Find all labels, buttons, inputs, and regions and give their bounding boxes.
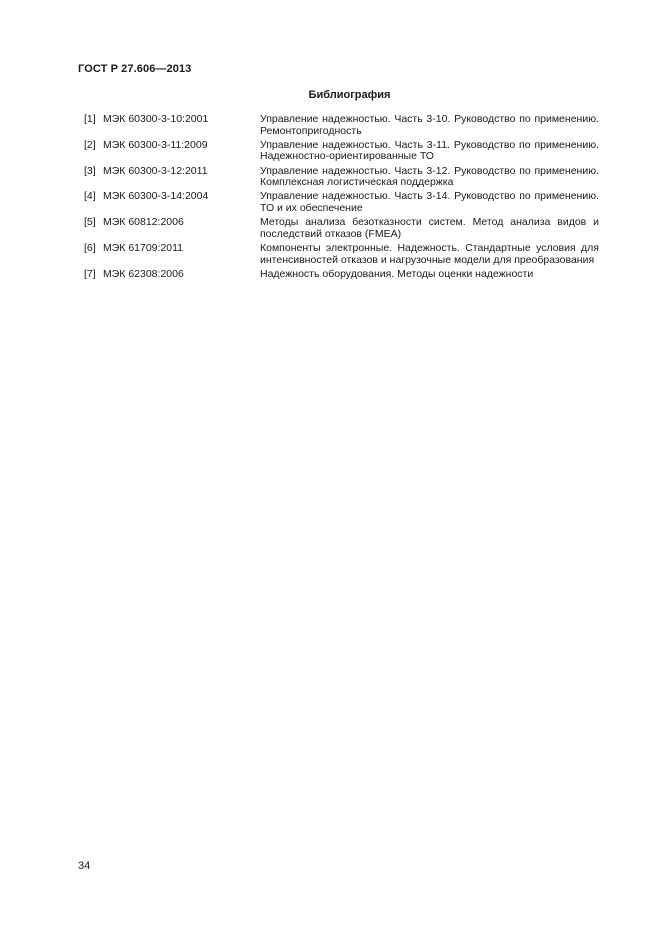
entry-title: Методы анализа безотказности систем. Метод анализа видов и последствий отказов (FMEA) — [260, 216, 599, 240]
bibliography-entry — [84, 166, 599, 189]
section-title: Библиография — [308, 89, 391, 101]
entry-code: МЭК 60300-3-10:2001 — [103, 113, 209, 125]
bibliography-entry — [84, 269, 599, 281]
entry-number: [1] — [84, 113, 96, 125]
entry-code: МЭК 62308:2006 — [103, 267, 184, 280]
page-number: 34 — [78, 860, 91, 872]
entry-title: Управление надежностью. Часть 3-11. Руководство по применению. Надежностно-ориентированные ТО — [260, 138, 599, 163]
entry-code: МЭК 61709:2011 — [103, 241, 184, 254]
bibliography-entry — [84, 191, 599, 214]
entry-number: [5] — [84, 216, 96, 229]
entry-title: Управление надежностью. Часть 3-10. Руководство по применению. Ремонтопригодность — [260, 113, 599, 137]
bibliography-entry — [84, 243, 599, 266]
entry-title: Управление надежностью. Часть 3-14. Руководство по применению. ТО и их обеспечение — [260, 190, 599, 214]
entry-number: [7] — [84, 267, 96, 280]
entry-number: [4] — [84, 190, 96, 203]
bibliography-list — [84, 114, 599, 283]
entry-number: [6] — [84, 241, 96, 254]
entry-number: [3] — [84, 164, 96, 177]
bibliography-entry — [84, 140, 599, 163]
entry-code: МЭК 60300-3-12:2011 — [103, 164, 208, 177]
bibliography-entry — [84, 217, 599, 240]
bibliography-entry — [84, 114, 599, 137]
entry-code: МЭК 60812:2006 — [103, 216, 184, 229]
entry-code: МЭК 60300-3-11:2009 — [103, 138, 208, 151]
entry-number: [2] — [84, 138, 96, 151]
document-standard-header: ГОСТ Р 27.606—2013 — [78, 63, 192, 75]
entry-title: Компоненты электронные. Надежность. Стандартные условия для интенсивностей отказов и нагрузочные модели для преобразования — [260, 241, 599, 266]
entry-title: Надежность оборудования. Методы оценки надежности — [260, 267, 534, 280]
entry-code: МЭК 60300-3-14:2004 — [103, 190, 209, 203]
entry-title: Управление надежностью. Часть 3-12. Руководство по применению. Комплексная логистическая поддержка — [260, 164, 599, 189]
